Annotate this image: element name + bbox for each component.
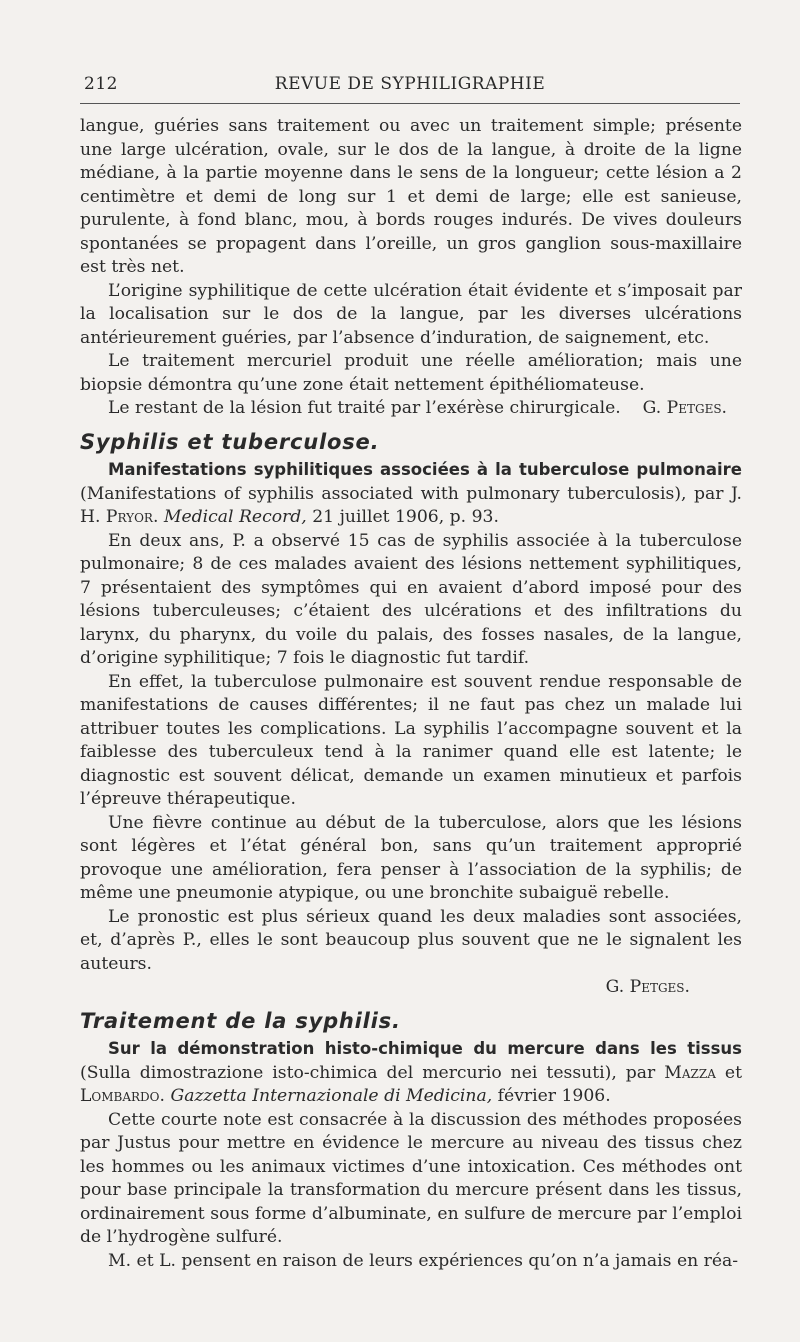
paragraph xyxy=(80,397,742,421)
section-heading: Syphilis et tuberculose. xyxy=(80,429,380,454)
citation-text: (Manifestations of syphilis associated with pulmonary tuberculosis), par J. H. xyxy=(80,483,742,527)
article-body xyxy=(80,115,742,1273)
header-rule xyxy=(80,103,740,104)
running-title: REVUE DE SYPHILIGRAPHIE xyxy=(274,74,546,94)
journal-name: Gazzetta Internazionale di Medicina, xyxy=(170,1086,493,1106)
paragraph: Le traitement mercuriel produit une réelle amélioration; mais une biopsie démontra qu’une zone était nettement épithéliomateuse. xyxy=(80,351,742,395)
article-citation xyxy=(80,458,742,530)
paragraph-text: Le restant de la lésion fut traité par l’exérèse chirurgicale. xyxy=(108,398,621,418)
citation-text: (Sulla dimostrazione isto-chimica del mercurio nei tessuti), par xyxy=(80,1062,665,1083)
citation-separator: . xyxy=(152,507,164,527)
section-heading: Traitement de la syphilis. xyxy=(80,1008,401,1033)
citation-separator: . xyxy=(159,1086,171,1106)
citation-date: février 1906. xyxy=(492,1086,611,1106)
article-title: Sur la démonstration histo-chimique du mercure dans les tissus xyxy=(108,1039,742,1058)
journal-name: Medical Record, xyxy=(163,507,307,527)
page-header xyxy=(80,68,740,98)
page-number: 212 xyxy=(84,74,118,94)
signature: G. Petges. xyxy=(642,398,728,418)
paragraph: langue, guéries sans traitement ou avec un traitement simple; présente une large ulcération, ovale, sur le dos de la langue, à droite de la ligne médiane, à la partie moyenne dans le sens de la longueur; cette lésion a 2 centimètre et demi de long sur 1 et demi de large; elle est sanieuse, purulente, à fond blanc, mou, à bords rouges indurés. De vives douleurs spontanées se propagent dans l’oreille, un gros ganglion sous-maxillaire est très net. xyxy=(80,116,742,277)
author-name: Pryor xyxy=(105,507,153,527)
paragraph: En effet, la tuberculose pulmonaire est souvent rendue responsable de manifestations de causes différentes; il ne faut pas chez un malade lui attribuer toutes les complications. La syphilis l’accompagne souvent et la faiblesse des tuberculeux tend à la ranimer quand elle est latente; le diagnostic est souvent délicat, demande un examen minutieux et parfois l’épreuve thérapeutique. xyxy=(80,671,742,809)
citation-date: 21 juillet 1906, p. 93. xyxy=(306,507,499,527)
paragraph: M. et L. pensent en raison de leurs expériences qu’on n’a jamais en réa- xyxy=(108,1250,739,1271)
paragraph: Le pronostic est plus sérieux quand les deux maladies sont associées, et, d’après P., elles le sont beaucoup plus souvent que ne le signalent les auteurs. xyxy=(80,906,742,974)
author-name: Mazza xyxy=(664,1062,716,1083)
article-title: Manifestations syphilitiques associées à la tuberculose pulmonaire xyxy=(108,460,742,479)
paragraph: En deux ans, P. a observé 15 cas de syphilis associée à la tuberculose pulmonaire; 8 de ces malades avaient des lésions nettement syphilitiques, 7 présentaient des symptômes qui en avaient d’abord imposé pour des lésions tuberculeuses; c’étaient des ulcérations et des infiltrations du larynx, du pharynx, du voile du palais, des fosses nasales, de la langue, d’origine syphilitique; 7 fois le diagnostic fut tardif. xyxy=(80,530,742,668)
article-citation xyxy=(80,1037,742,1109)
citation-text: et xyxy=(715,1062,742,1083)
author-name: Lombardo xyxy=(80,1086,160,1106)
signature: G. Petges. xyxy=(605,977,690,997)
paragraph: Une fièvre continue au début de la tuberculose, alors que les lésions sont légères et l’état général bon, sans qu’un traitement approprié provoque une amélioration, fera penser à l’association de la syphilis; de même une pneumonie atypique, ou une bronchite subaiguë rebelle. xyxy=(80,812,742,903)
paragraph: L’origine syphilitique de cette ulcération était évidente et s’imposait par la localisation sur le dos de la langue, par les diverses ulcérations antérieurement guéries, par l’absence d’induration, de saignement, etc. xyxy=(80,280,742,348)
paragraph: Cette courte note est consacrée à la discussion des méthodes proposées par Justus pour mettre en évidence le mercure au niveau des tissus chez les hommes ou les animaux victimes d’une intoxication. Ces méthodes ont pour base principale la transformation du mercure présent dans les tissus, ordinairement sous forme d’albuminate, en sulfure de mercure par l’emploi de l’hydrogène sulfuré. xyxy=(80,1109,742,1247)
